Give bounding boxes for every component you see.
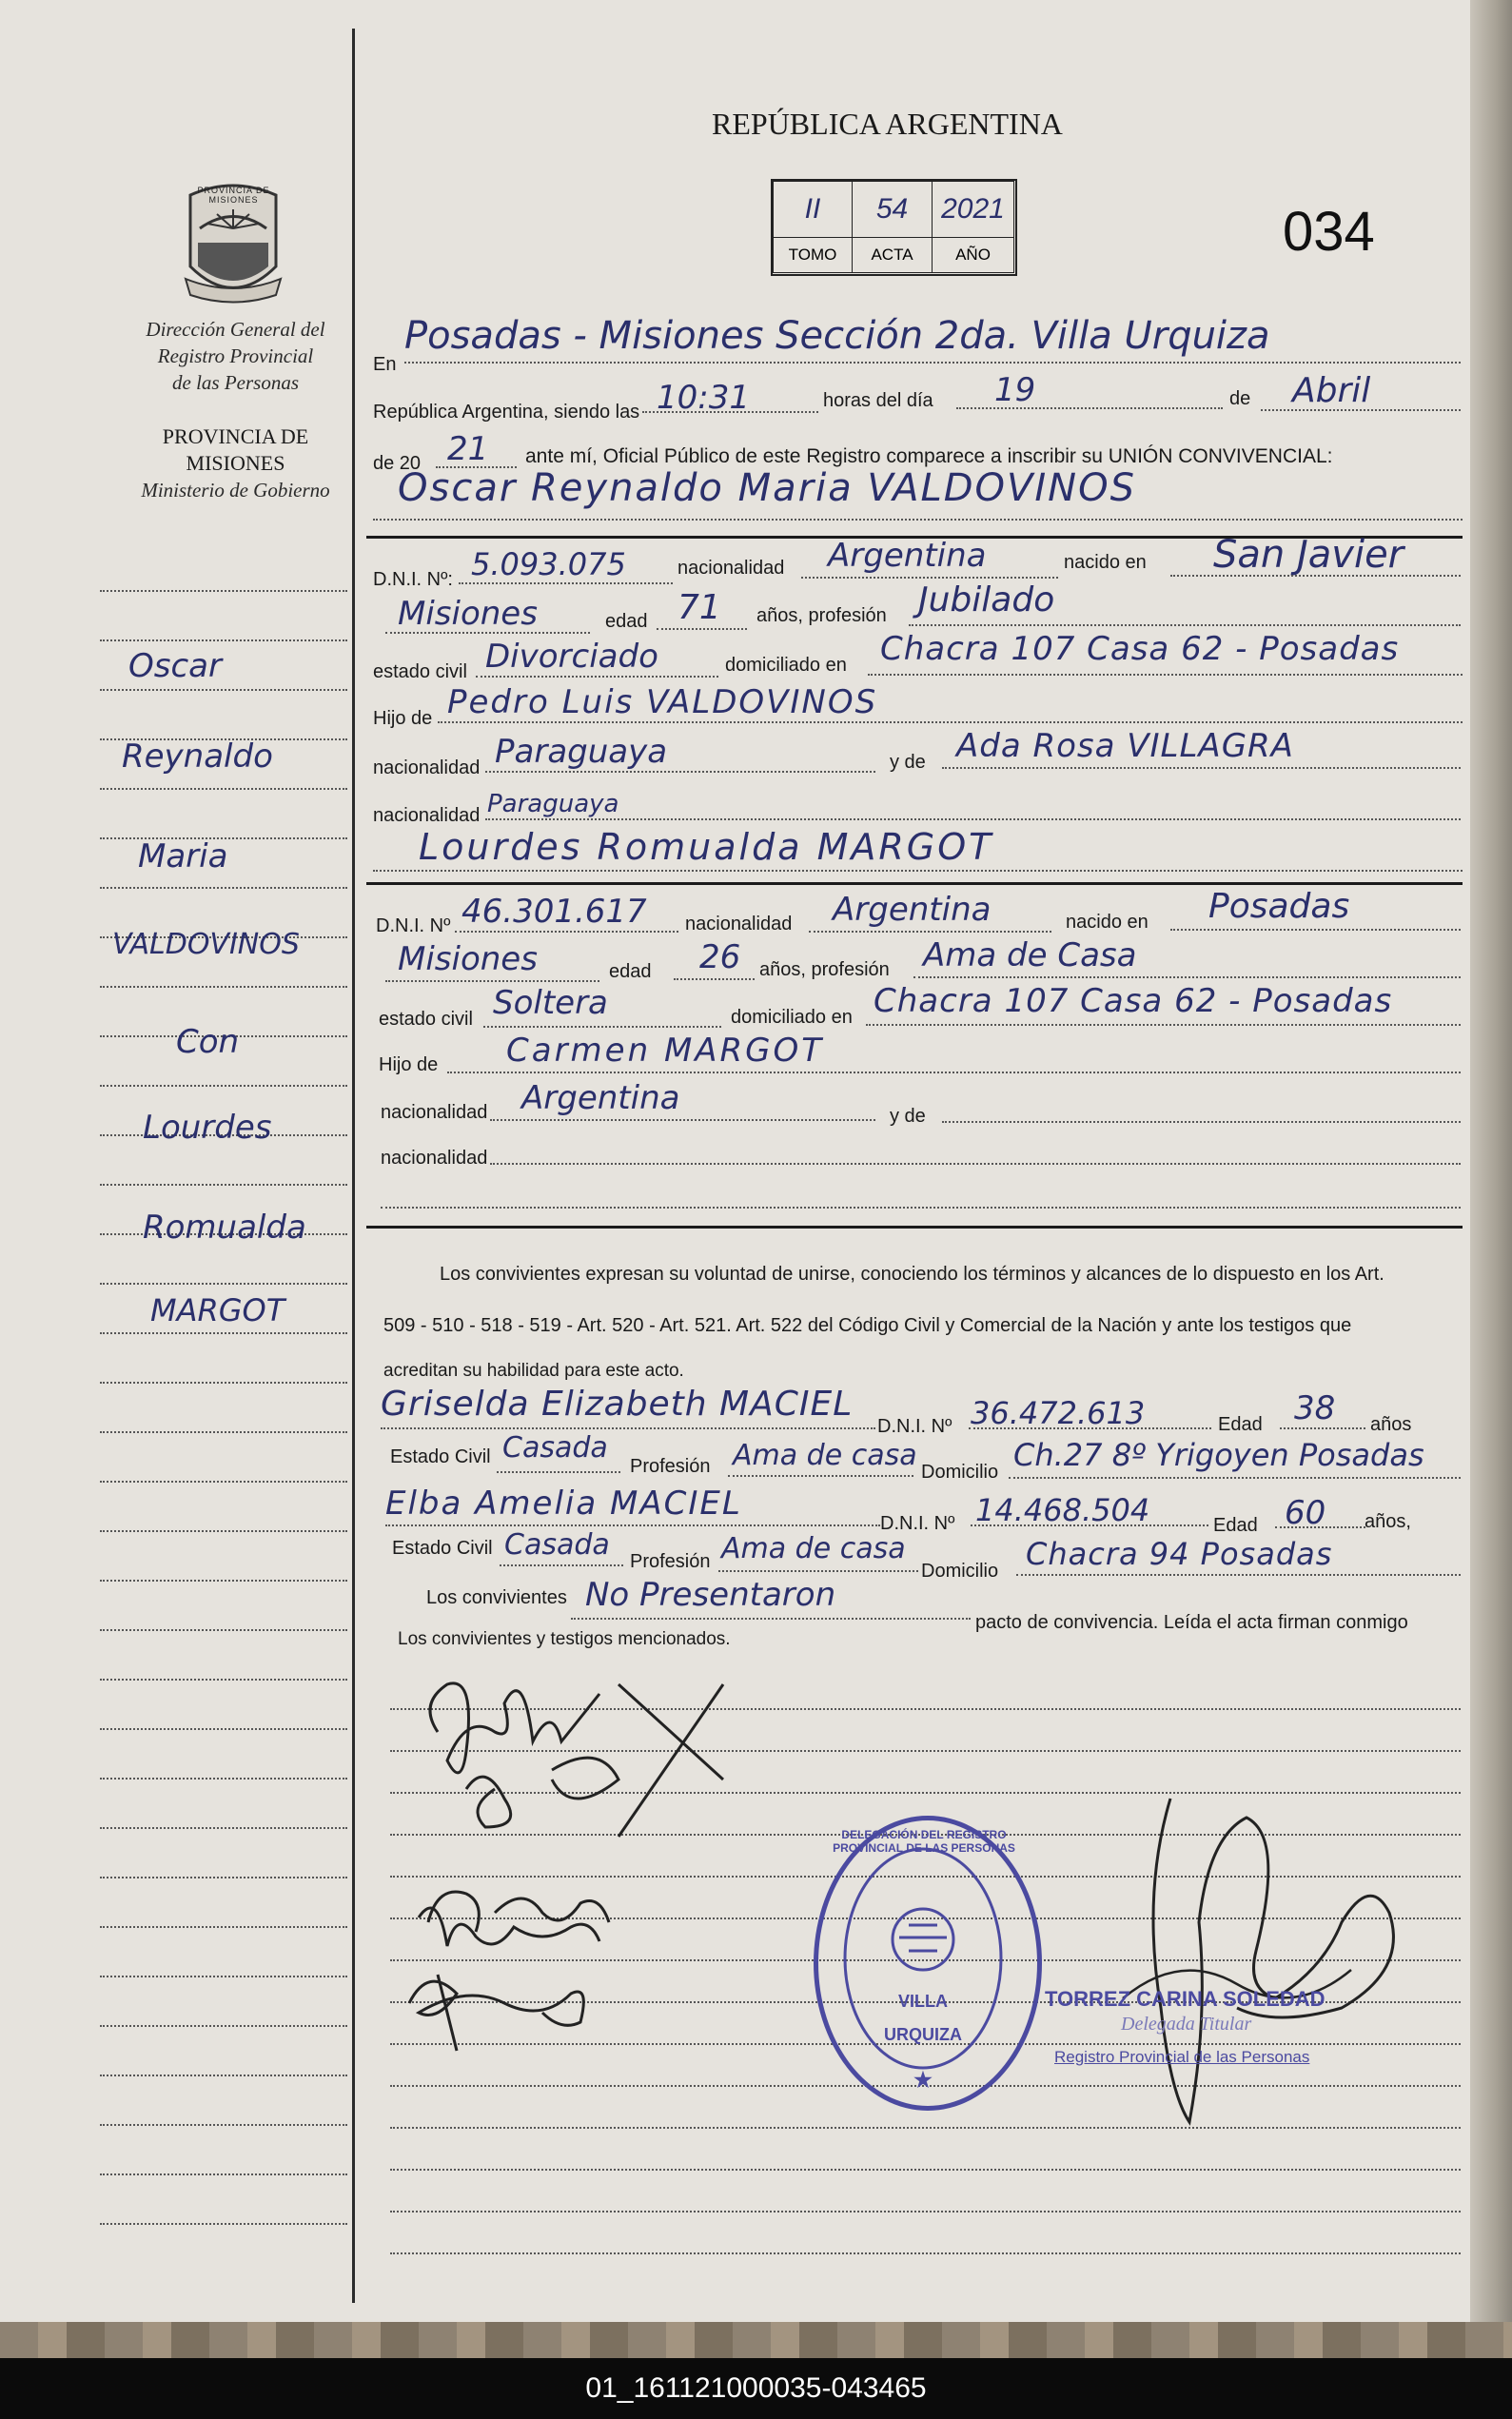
person1-full-name: Oscar Reynaldo Maria VALDOVINOS — [398, 466, 1136, 510]
p1-prof-label: años, profesión — [756, 605, 887, 626]
w2-age: 60 — [1285, 1494, 1326, 1532]
p1-prof-line — [909, 624, 1461, 626]
p2-born-in: Posadas — [1208, 887, 1350, 926]
p1-mother-nationality: Paraguaya — [487, 790, 619, 818]
w2-anios-label: años, — [1365, 1511, 1411, 1532]
p2-dni-line — [455, 931, 678, 933]
p2-mother-nationality: Argentina — [521, 1079, 680, 1117]
margin-rule-line — [100, 1926, 347, 1928]
w2-age-line — [1275, 1526, 1365, 1528]
page-number: 034 — [1283, 201, 1375, 263]
svg-text:★: ★ — [913, 2068, 933, 2092]
p1-father-line — [438, 721, 1463, 723]
w2-edad-label: Edad — [1213, 1515, 1258, 1536]
w1-dni-line — [969, 1427, 1211, 1429]
stamp-ring-text: DELEGACIÓN DEL REGISTRO PROVINCIAL DE LAS PERSONAS — [833, 1828, 1015, 1855]
p1-age: 71 — [677, 588, 721, 627]
p1-father-nac-line — [485, 771, 875, 773]
margin-name-3: Maria — [138, 837, 228, 875]
p2-prof-line — [913, 976, 1461, 978]
p1-profession: Jubilado — [918, 580, 1055, 620]
margin-rule-line — [100, 2124, 347, 2126]
p1-dni-label: D.N.I. Nº: — [373, 569, 453, 590]
org-line-1: Dirección General del — [146, 318, 325, 341]
stamp-center-2: URQUIZA — [884, 2025, 962, 2044]
p2-dom-label: domiciliado en — [731, 1007, 853, 1028]
year-prefix: de 20 — [373, 453, 422, 474]
signature-rule-line — [390, 2211, 1461, 2212]
margin-name-6: Lourdes — [143, 1109, 272, 1147]
officer-office: Registro Provincial de las Personas — [1054, 2048, 1310, 2066]
p2-nationality: Argentina — [833, 891, 992, 929]
p1-mother-nac-line — [485, 818, 1461, 820]
w2-prof-line — [718, 1570, 918, 1572]
p2-edad-label: edad — [609, 961, 652, 982]
p1-hijo-label: Hijo de — [373, 708, 433, 729]
margin-rule-line — [100, 1085, 347, 1087]
p1-nac-label: nacionalidad — [677, 558, 785, 579]
w2-dom-label: Domicilio — [921, 1561, 999, 1582]
w2-dni-label: D.N.I. Nº — [880, 1513, 955, 1534]
p1-dom-label: domiciliado en — [725, 655, 847, 676]
de-label: de — [1229, 388, 1251, 409]
w2-profession: Ama de casa — [721, 1532, 906, 1565]
siendo-label: República Argentina, siendo las — [373, 402, 640, 423]
p1-age-line — [657, 628, 747, 630]
margin-rule-line — [100, 2173, 347, 2175]
month-line — [1261, 409, 1461, 411]
w1-name: Griselda Elizabeth MACIEL — [381, 1385, 854, 1424]
hour-line — [642, 411, 818, 413]
w2-address: Chacra 94 Posadas — [1026, 1536, 1333, 1572]
stamp-center-1: VILLA — [898, 1992, 948, 2011]
p1-address-line — [868, 674, 1463, 676]
p1-born-in: San Javier — [1213, 533, 1404, 577]
margin-rule-line — [100, 788, 347, 790]
p2-profession: Ama de Casa — [923, 936, 1137, 974]
officer-signature — [1104, 1780, 1427, 2160]
conv-label: Los convivientes — [426, 1587, 567, 1608]
p2-mother-nac-line — [490, 1119, 875, 1121]
margin-name-7: Romualda — [143, 1209, 306, 1247]
p2-father-nac-line — [490, 1163, 1461, 1165]
p1-address: Chacra 107 Casa 62 - Posadas — [880, 630, 1400, 668]
w2-civil-status: Casada — [504, 1528, 610, 1562]
w2-name: Elba Amelia MACIEL — [385, 1485, 742, 1523]
ministry-line: Ministerio de Gobierno — [141, 479, 330, 502]
margin-rule-line — [100, 1728, 347, 1730]
margin-rule — [352, 29, 355, 2303]
pacto-text: pacto de convivencia. Leída el acta firman conmigo — [975, 1612, 1408, 1633]
w2-dni: 14.468.504 — [975, 1492, 1150, 1528]
margin-rule-line — [100, 1184, 347, 1186]
p2-nac-label-2: nacionalidad — [381, 1102, 488, 1123]
w1-age: 38 — [1294, 1389, 1336, 1427]
margin-name-4: VALDOVINOS — [112, 928, 300, 961]
signature-rule-line — [390, 2252, 1461, 2254]
p1-estado-label: estado civil — [373, 661, 467, 682]
anio-value: 2021 — [932, 181, 1014, 238]
w1-estado-line — [497, 1471, 620, 1473]
margin-rule-line — [100, 639, 347, 641]
horas-label: horas del día — [823, 390, 933, 411]
margin-rule-line — [100, 590, 347, 592]
p2-age-line — [674, 978, 755, 980]
margin-rule-line — [100, 1976, 347, 1977]
signature-rule-line — [390, 2169, 1461, 2171]
margin-rule-line — [100, 1530, 347, 1532]
w2-name-line — [385, 1524, 880, 1526]
acta-value: 54 — [852, 181, 933, 238]
p1-father-nac-label: nacionalidad — [373, 757, 481, 778]
p2-nac-label-3: nacionalidad — [381, 1148, 488, 1169]
tomo-acta-anio-box — [771, 179, 1017, 276]
place-value: Posadas - Misiones Sección 2da. Villa Urquiza — [404, 314, 1270, 358]
w1-address: Ch.27 8º Yrigoyen Posadas — [1013, 1437, 1424, 1473]
p1-father-nationality: Paraguaya — [495, 733, 668, 771]
file-id: 01_161121000035-043465 — [585, 2372, 927, 2404]
margin-rule-line — [100, 1382, 347, 1384]
w1-name-line — [381, 1427, 875, 1429]
margin-rule-line — [100, 1679, 347, 1681]
stamp-ring-icon — [814, 1816, 1032, 2101]
w1-civil-status: Casada — [502, 1431, 608, 1465]
margin-name-1: Oscar — [128, 647, 222, 685]
w1-address-line — [1009, 1477, 1461, 1479]
margin-rule-line — [100, 1283, 347, 1285]
p2-extra-line — [381, 1207, 1461, 1209]
file-id-bar — [0, 2358, 1512, 2419]
w1-profession: Ama de casa — [733, 1439, 917, 1472]
p2-mother-line — [447, 1072, 1461, 1073]
province-line-2: MISIONES — [186, 451, 285, 475]
margin-rule-line — [100, 1580, 347, 1582]
p1-dni-value: 5.093.075 — [471, 546, 626, 582]
w1-prof-label: Profesión — [630, 1456, 711, 1477]
margin-rule-line — [100, 2075, 347, 2076]
acta-label: ACTA — [852, 237, 933, 273]
p1-y-de-label: y de — [890, 752, 926, 773]
province-line-1: PROVINCIA DE — [162, 424, 309, 448]
tomo-value: II — [773, 181, 853, 238]
section-divider-2 — [366, 882, 1463, 885]
section-divider-3 — [366, 1226, 1463, 1229]
w2-prof-label: Profesión — [630, 1551, 711, 1572]
margin-rule-line — [100, 2223, 347, 2225]
page-edge — [1470, 0, 1512, 2350]
p2-nac-label: nacionalidad — [685, 914, 793, 934]
p1-nacido-label: nacido en — [1064, 552, 1147, 573]
p1-born-line — [1170, 575, 1461, 577]
p2-estado-label: estado civil — [379, 1009, 473, 1030]
p2-born-in-2: Misiones — [398, 940, 538, 978]
closing-line-2: Los convivientes y testigos mencionados. — [398, 1629, 731, 1649]
person1-name-line — [373, 519, 1463, 521]
p1-father: Pedro Luis VALDOVINOS — [447, 683, 878, 721]
p1-nationality: Argentina — [828, 537, 987, 575]
p2-estado-line — [483, 1026, 721, 1028]
pacto-value: No Presentaron — [585, 1576, 836, 1614]
w1-anios-label: años — [1370, 1414, 1412, 1435]
margin-rule-line — [100, 986, 347, 988]
desk-surface — [0, 2322, 1512, 2358]
p2-dni-label: D.N.I. Nº — [376, 915, 451, 936]
p1-mother-line — [942, 767, 1461, 769]
margin-rule-line — [100, 887, 347, 889]
margin-name-2: Reynaldo — [122, 738, 273, 776]
margin-rule-line — [100, 1431, 347, 1433]
w2-estado-line — [500, 1564, 623, 1566]
margin-rule-line — [100, 1827, 347, 1829]
en-label: En — [373, 354, 397, 375]
margin-rule-line — [100, 1629, 347, 1631]
w1-dom-label: Domicilio — [921, 1462, 999, 1483]
margin-rule-line — [100, 689, 347, 691]
anio-label: AÑO — [932, 237, 1014, 273]
p2-civil-status: Soltera — [493, 984, 608, 1022]
p2-nac-line — [809, 931, 1051, 933]
p1-dni-line — [459, 582, 673, 584]
p2-address: Chacra 107 Casa 62 - Posadas — [874, 982, 1393, 1020]
p2-hijo-label: Hijo de — [379, 1054, 439, 1075]
margin-rule-line — [100, 2025, 347, 2027]
tomo-label: TOMO — [773, 237, 853, 273]
w1-prof-line — [728, 1475, 913, 1477]
p2-mother: Carmen MARGOT — [506, 1032, 825, 1070]
partner-name-line — [373, 870, 1463, 872]
p2-address-line — [866, 1024, 1461, 1026]
seal-caption: PROVINCIA DE MISIONES — [197, 186, 270, 205]
declaration-line-2: 509 - 510 - 518 - 519 - Art. 520 - Art. 521. Art. 522 del Código Civil y Comercial de la Nación y ante los testigos que — [383, 1315, 1352, 1336]
witness-signatures — [400, 1889, 647, 2060]
margin-rule-line — [100, 1877, 347, 1878]
p1-civil-status: Divorciado — [485, 638, 658, 676]
p2-y-de-label: y de — [890, 1106, 926, 1127]
w2-dni-line — [971, 1524, 1208, 1526]
p1-edad-label: edad — [605, 611, 648, 632]
partner-full-name: Lourdes Romualda MARGOT — [419, 826, 994, 868]
p2-dni-value: 46.301.617 — [461, 893, 647, 931]
place-line — [404, 362, 1461, 364]
margin-rule-line — [100, 1778, 347, 1780]
p1-nac-line — [801, 577, 1058, 579]
p1-estado-line — [476, 676, 718, 678]
w2-estado-label: Estado Civil — [392, 1538, 493, 1559]
p1-mother: Ada Rosa VILLAGRA — [956, 727, 1294, 765]
declaration-line-3: acreditan su habilidad para este acto. — [383, 1361, 684, 1381]
day-line — [956, 407, 1223, 409]
year-suffix: 21 — [447, 430, 489, 468]
month-value: Abril — [1292, 371, 1371, 410]
w1-dni-label: D.N.I. Nº — [877, 1416, 952, 1437]
statement-text: ante mí, Oficial Público de este Registro comparece a inscribir su UNIÓN CONVIVENCIAL: — [525, 445, 1333, 467]
p2-nacido-label: nacido en — [1066, 912, 1149, 933]
p2-father-line — [942, 1121, 1461, 1123]
day-value: 19 — [994, 371, 1036, 409]
w1-dni: 36.472.613 — [971, 1395, 1146, 1431]
p2-born-line — [1170, 929, 1461, 931]
country-title: REPÚBLICA ARGENTINA — [712, 107, 1063, 141]
hour-value: 10:31 — [657, 379, 750, 417]
officer-title: Delegada Titular — [1121, 2014, 1252, 2035]
margin-rule-line — [100, 1332, 347, 1334]
w1-estado-label: Estado Civil — [390, 1446, 491, 1467]
margin-name-5: Con — [176, 1023, 240, 1061]
p2-age: 26 — [699, 938, 741, 976]
p1-born-in-2: Misiones — [398, 595, 538, 633]
p2-born2-line — [385, 980, 599, 982]
p2-prof-label: años, profesión — [759, 959, 890, 980]
officer-name: TORREZ CARINA SOLEDAD — [1045, 1987, 1325, 2011]
margin-rule-line — [100, 1481, 347, 1483]
p1-born2-line — [385, 632, 590, 634]
p1-mother-nac-label: nacionalidad — [373, 805, 481, 826]
w1-age-line — [1280, 1427, 1365, 1429]
org-line-3: de las Personas — [172, 371, 299, 394]
w2-address-line — [1016, 1574, 1461, 1576]
margin-name-8: MARGOT — [150, 1292, 285, 1328]
org-line-2: Registro Provincial — [157, 344, 314, 367]
registry-stamp — [814, 1816, 1042, 2111]
pacto-line — [571, 1618, 971, 1620]
declaration-line-1: Los convivientes expresan su voluntad de unirse, conociendo los términos y alcances de lo dispuesto en los Art. — [440, 1264, 1384, 1285]
w1-edad-label: Edad — [1218, 1414, 1263, 1435]
